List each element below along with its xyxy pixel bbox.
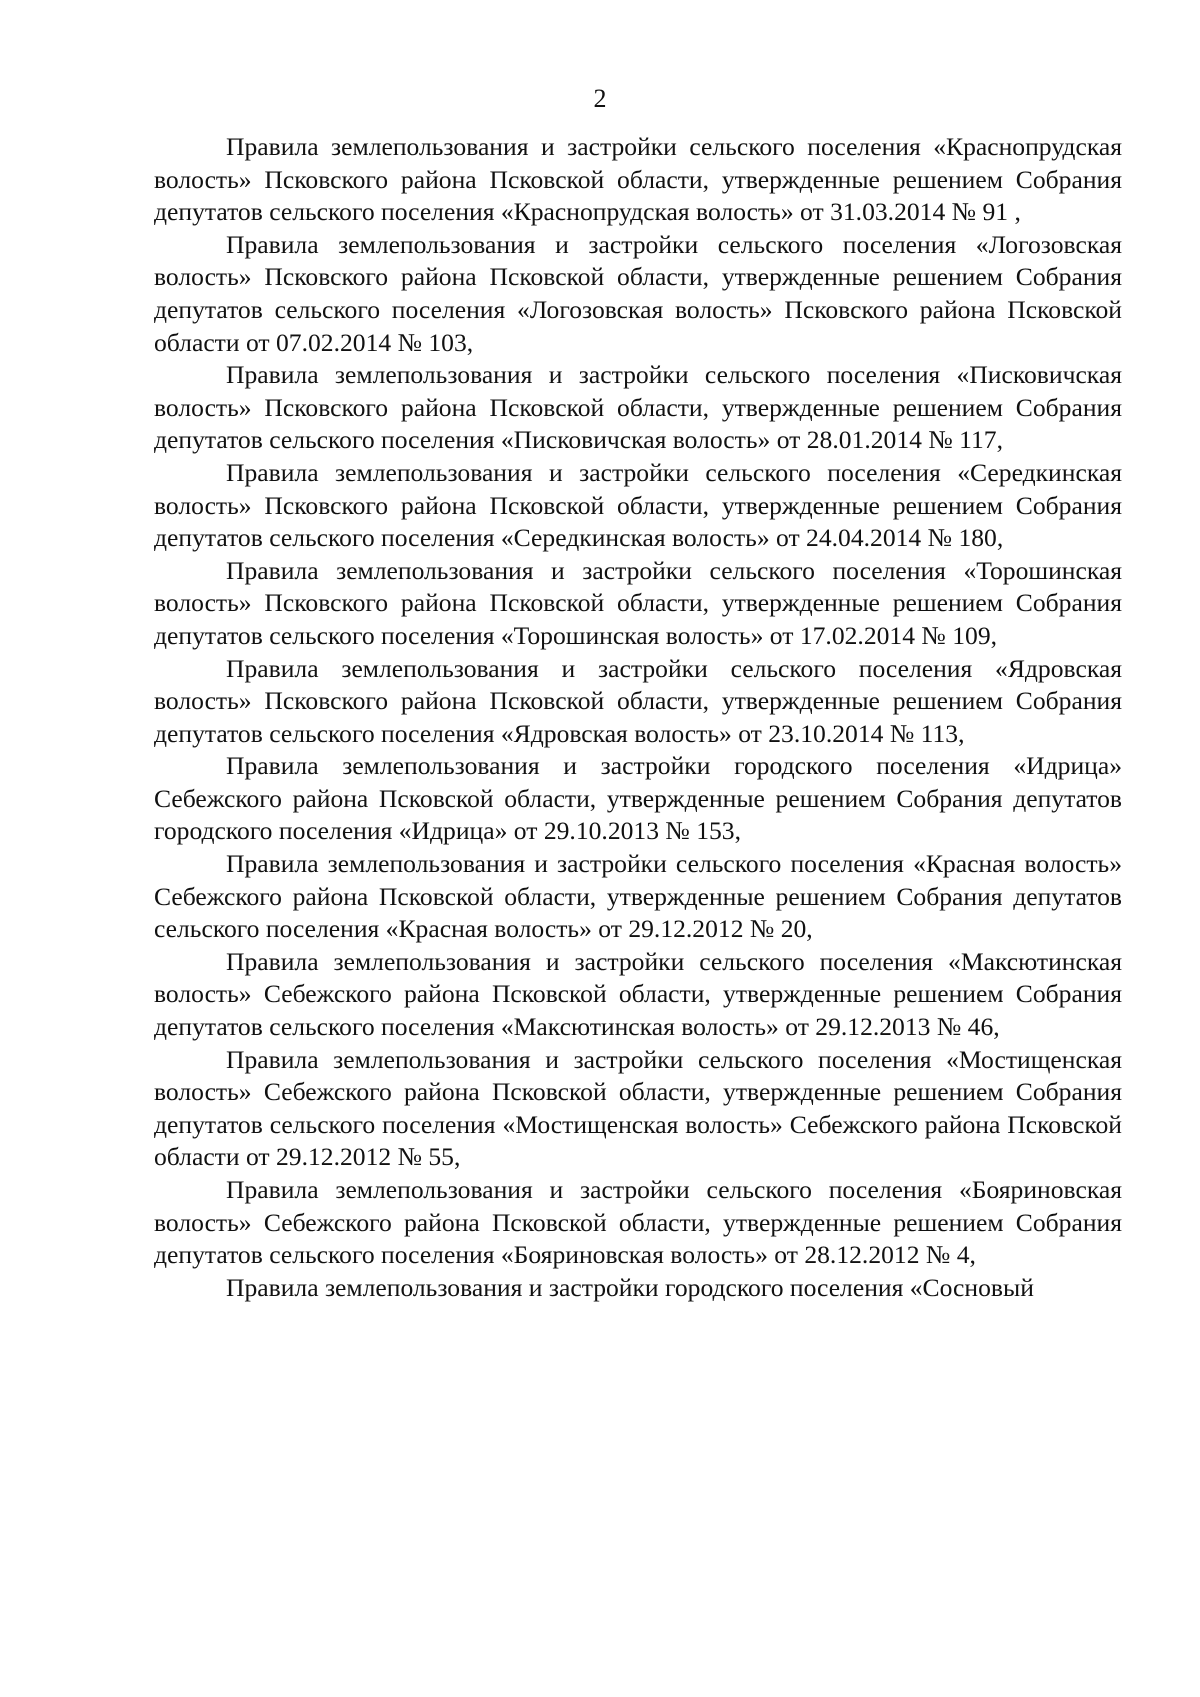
document-body (154, 131, 1122, 1304)
paragraph-toroshinskaya: Правила землепользования и застройки сельского поселения «Торошинская волость» Псковского района Псковской области, утвержденные решением Собрания депутатов сельского поселения «Торошинская волость» от 17.02.2014 № 109, (154, 555, 1122, 650)
paragraph-boyarinovskaya: Правила землепользования и застройки сельского поселения «Бояриновская волость» Себежского района Псковской области, утвержденные решением Собрания депутатов сельского поселения «Бояриновская волость» от 28.12.2012 № 4, (154, 1175, 1122, 1270)
page-number: 2 (593, 84, 607, 113)
paragraph-krasnoprudskaya: Правила землепользования и застройки сельского поселения «Краснопрудская волость» Псковского района Псковской области, утвержденные решением Собрания депутатов сельского поселения «Краснопрудская волость» от 31.03.2014 № 91 , (154, 132, 1122, 227)
paragraph-seredkinskaya: Правила землепользования и застройки сельского поселения «Середкинская волость» Псковского района Псковской области, утвержденные решением Собрания депутатов сельского поселения «Середкинская волость» от 24.04.2014 № 180, (154, 457, 1122, 553)
paragraph-mostishchenskaya: Правила землепользования и застройки сельского поселения «Мостищенская волость» Себежского района Псковской области, утвержденные решением Собрания депутатов сельского поселения «Мостищенская волость» Себежского района Псковской области от 29.12.2012 № 55, (154, 1044, 1122, 1172)
paragraph-logozovskaya: Правила землепользования и застройки сельского поселения «Логозовская волость» Псковского района Псковской области, утвержденные решением Собрания депутатов сельского поселения «Логозовская волость» Псковского района Псковской области от 07.02.2014 № 103, (154, 229, 1122, 357)
paragraph-piskovichskaya: Правила землепользования и застройки сельского поселения «Писковичская волость» Псковского района Псковской области, утвержденные решением Собрания депутатов сельского поселения «Писковичская волость» от 28.01.2014 № 117, (154, 360, 1122, 455)
paragraph-krasnaya: Правила землепользования и застройки сельского поселения «Красная волость» Себежского района Псковской области, утвержденные решением Собрания депутатов сельского поселения «Красная волость» от 29.12.2012 № 20, (154, 849, 1122, 944)
paragraph-idritsa: Правила землепользования и застройки городского поселения «Идрица» Себежского района Псковской области, утвержденные решением Собрания депутатов городского поселения «Идрица» от 29.10.2013 № 153, (154, 751, 1122, 846)
paragraph-maksyutinskaya: Правила землепользования и застройки сельского поселения «Максютинская волость» Себежского района Псковской области, утвержденные решением Собрания депутатов сельского поселения «Максютинская волость» от 29.12.2013 № 46, (154, 946, 1122, 1042)
paragraph-sosnovy: Правила землепользования и застройки городского поселения «Сосновый (226, 1272, 1034, 1302)
paragraph-yadrovskaya: Правила землепользования и застройки сельского поселения «Ядровская волость» Псковского района Псковской области, утвержденные решением Собрания депутатов сельского поселения «Ядровская волость» от 23.10.2014 № 113, (154, 653, 1122, 748)
